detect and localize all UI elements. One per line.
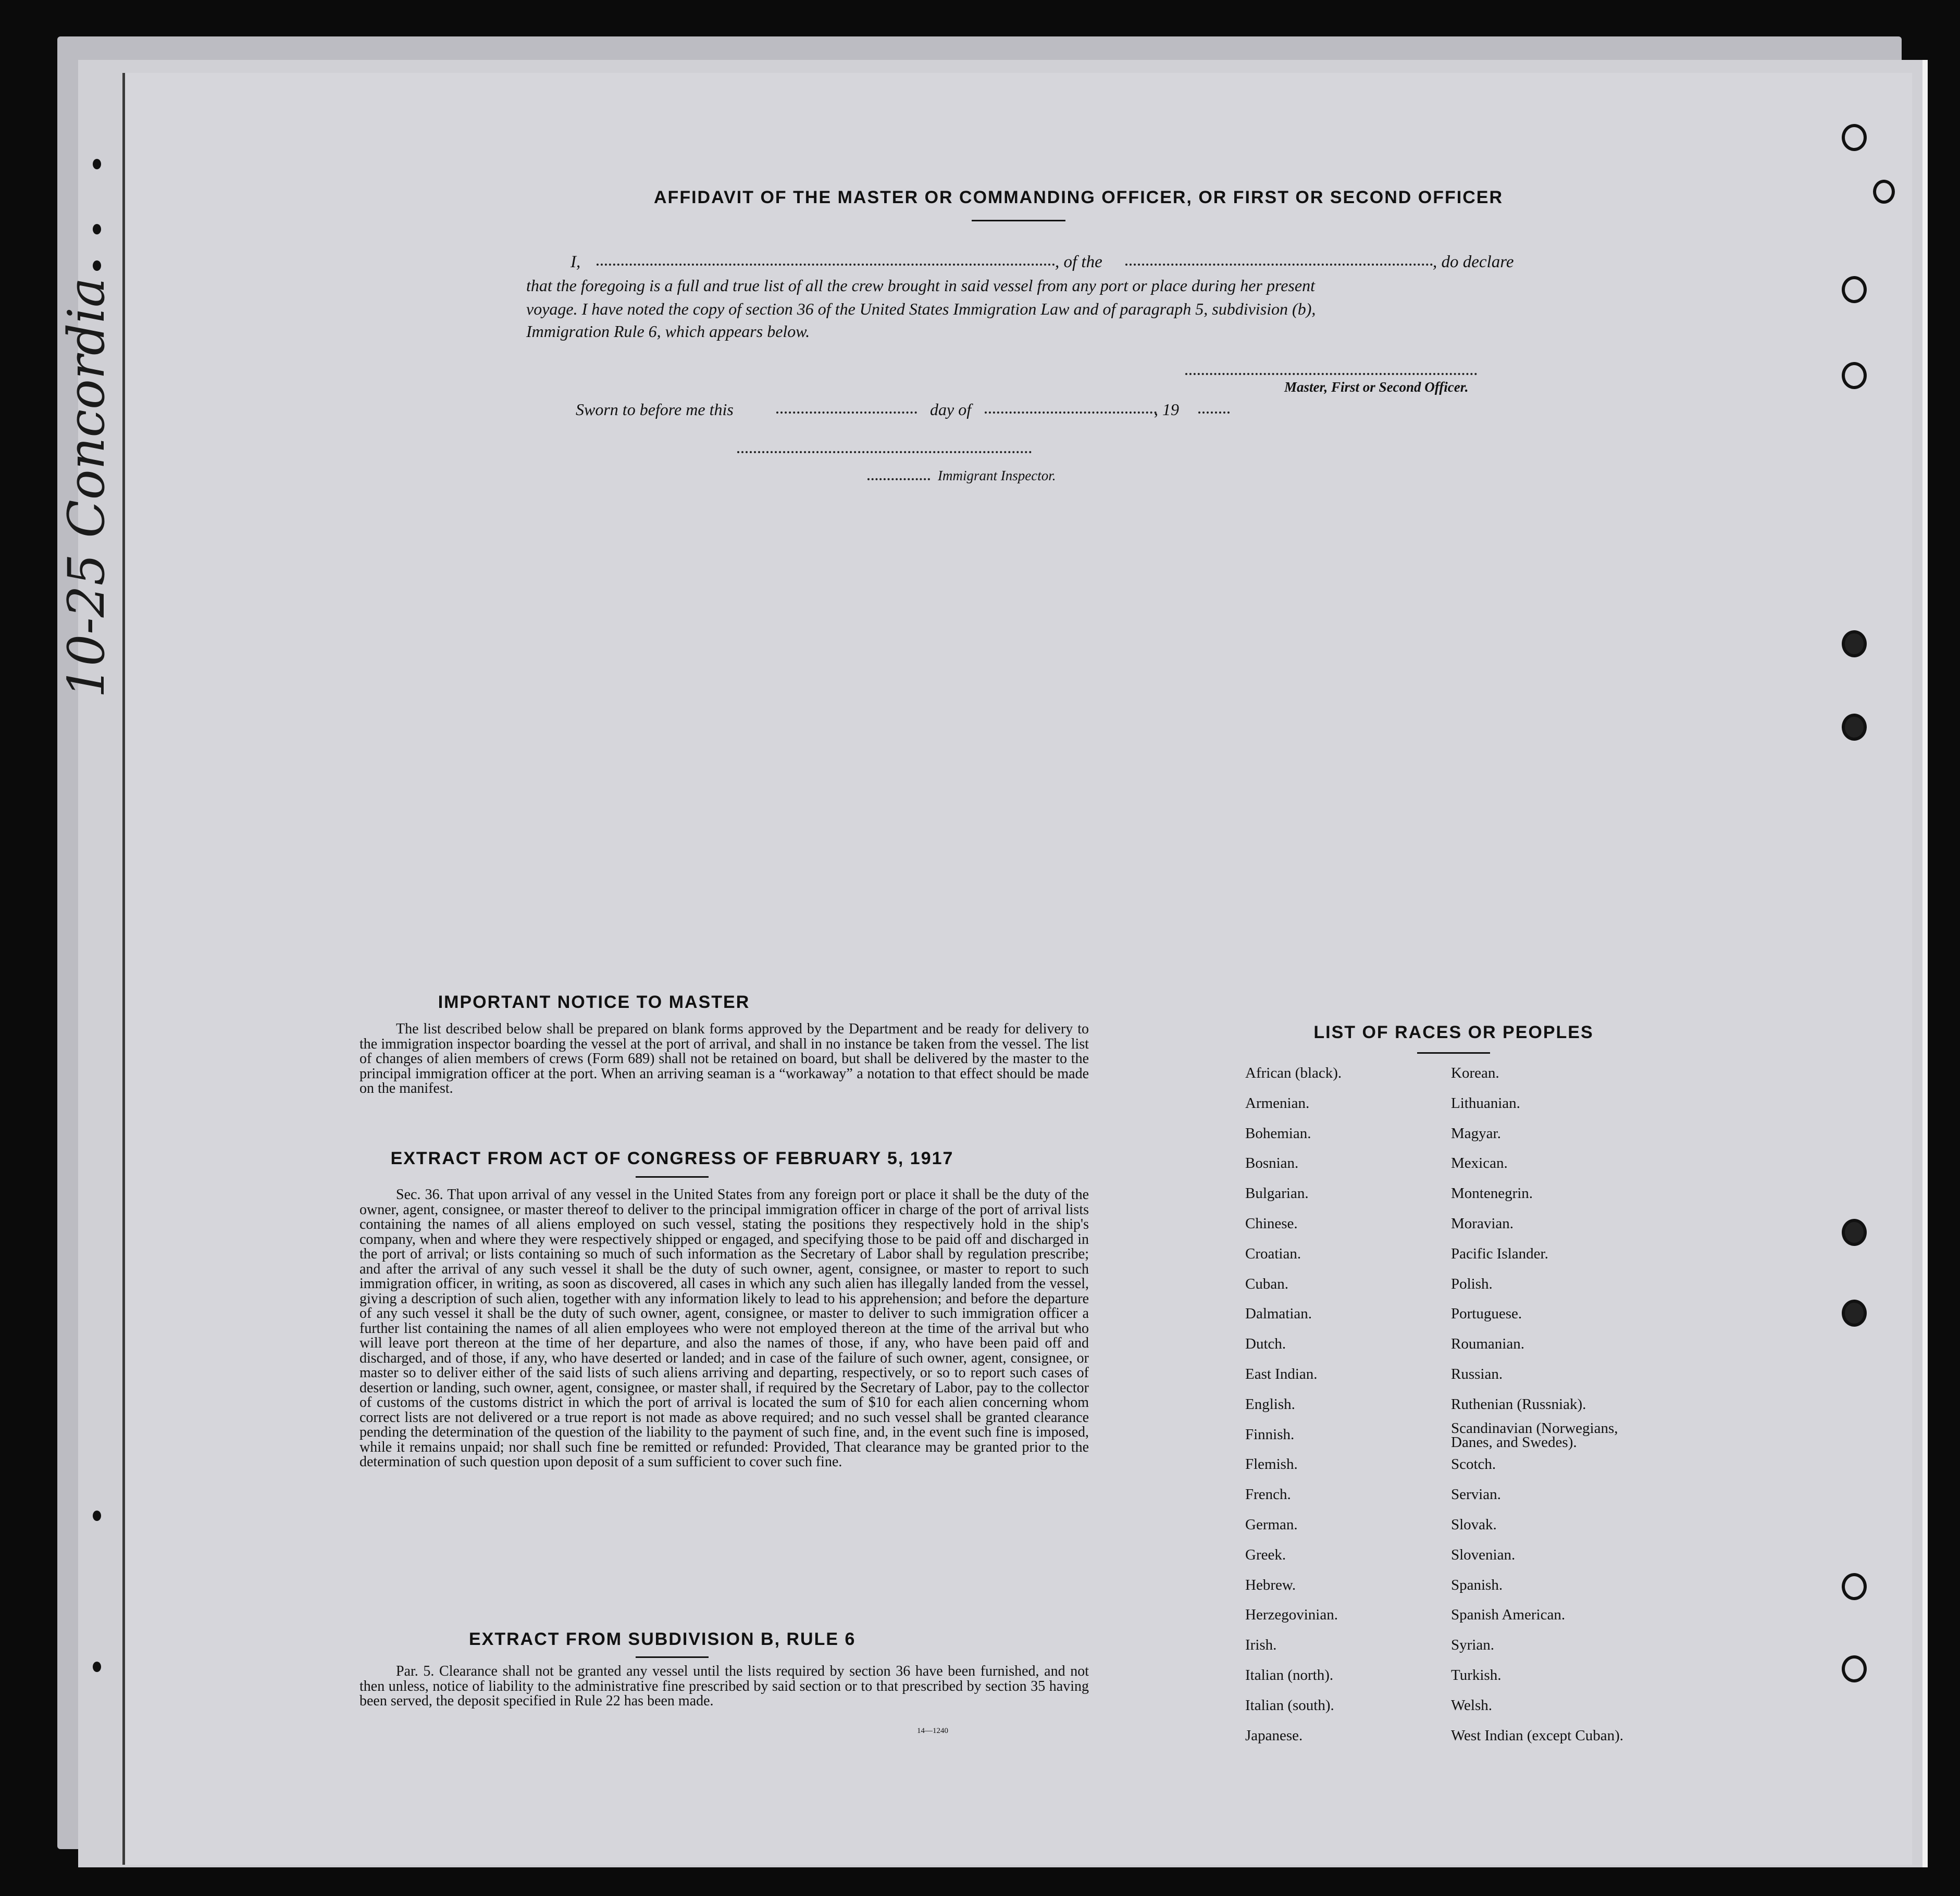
- handwritten-note: 10-25 Concordia: [57, 277, 116, 698]
- race-item: Irish.: [1245, 1637, 1277, 1654]
- inspector-signature-field[interactable]: [737, 451, 1032, 453]
- ring-hole: [1873, 180, 1895, 204]
- rule-extract-text: Par. 5. Clearance shall not be granted any vessel until the lists required by section 36 have been furnished, and not then unless, notice of liability to the administrative fine prescribed by said section or to that prescribed by section 35 having been served, the deposit specified in Rule 22 has been made.: [359, 1663, 1089, 1709]
- race-item: Dalmatian.: [1245, 1305, 1312, 1323]
- ring-hole: [1842, 1219, 1867, 1246]
- act-extract-text: Sec. 36. That upon arrival of any vessel in the United States from any foreign port or place it shall be the duty of the owner, agent, consignee, or master thereof to deliver to the principal immigration officer in charge of the port of arrival lists containing the names of all aliens employed on such vessel, stating the positions they respectively hold in the ship's company, when and where they were respectively shipped or engaged, and specifying those to be paid off and discharged in the port of arrival; or lists containing so much of such information as the Secretary of Labor shall by regulation prescribe; and after the arrival of any such vessel it shall be the duty of such owner, agent, consignee, or master to report to such immigration officer, in writing, as soon as discovered, all cases in which any such alien has illegally landed from the vessel, giving a description of such alien, together with any information likely to lead to his apprehension; and before the departure of any such vessel it shall be the duty of such owner, agent, consignee, or master to deliver to such immigration officer a further list containing the names of all alien employees who were not employed thereon at the time of the arrival but who will leave port thereon at the time of her departure, and also the names of those, if any, who have been paid off and discharged, and of those, if any, who have deserted or landed; and in case of the failure of such owner, agent, consignee, or master so to deliver either of the said lists of such aliens arriving and departing, respectively, or so to report such cases of desertion or landing, such owner, agent, consignee, or master shall, if required by the Secretary of Labor, pay to the collector of customs of the customs district in which the port of arrival is located the sum of $10 for each alien concerning whom correct lists are not delivered or a true report is not made as above required; and no such vessel shall be granted clearance pending the determination of the question of the liability to the payment of such fine, and, in the event such fine is imposed, while it remains unpaid; nor shall such fine be remitted or refunded: Provided, That clearance may be granted prior to the determination of such question upon deposit of a sum sufficient to cover such fine.: [359, 1187, 1089, 1470]
- race-item: Roumanian.: [1451, 1336, 1524, 1353]
- race-item: Ruthenian (Russniak).: [1451, 1395, 1586, 1413]
- race-item: Armenian.: [1245, 1094, 1310, 1112]
- race-item: Spanish.: [1451, 1576, 1503, 1593]
- race-item: East Indian.: [1245, 1366, 1318, 1382]
- race-item: Servian.: [1451, 1486, 1501, 1503]
- rule-extract-rule: [636, 1656, 709, 1658]
- race-item: Chinese.: [1245, 1215, 1298, 1232]
- binding-hole: [93, 1662, 101, 1672]
- race-item: Cuban.: [1245, 1275, 1288, 1292]
- race-item: Polish.: [1451, 1275, 1493, 1292]
- race-item: Portuguese.: [1451, 1305, 1522, 1323]
- rule-extract-title: EXTRACT FROM SUBDIVISION B, RULE 6: [469, 1629, 856, 1649]
- act-extract-title: EXTRACT FROM ACT OF CONGRESS OF FEBRUARY 5, 1917: [390, 1149, 954, 1168]
- race-item: Korean.: [1451, 1065, 1499, 1081]
- race-item: Magyar.: [1451, 1125, 1501, 1142]
- race-item: Flemish.: [1245, 1456, 1298, 1473]
- affidavit-line1-of-the: , of the: [1055, 253, 1102, 271]
- notice-title: IMPORTANT NOTICE TO MASTER: [438, 992, 750, 1012]
- race-item: Herzegovinian.: [1245, 1606, 1338, 1624]
- race-item: Italian (north).: [1245, 1667, 1334, 1683]
- master-signature-label: Master, First or Second Officer.: [1284, 379, 1469, 395]
- sworn-month-field[interactable]: [985, 411, 1157, 414]
- act-extract-rule: [636, 1176, 709, 1178]
- race-item: Italian (south).: [1245, 1697, 1334, 1714]
- affidavit-line1-i: I,: [570, 253, 581, 271]
- ring-hole: [1842, 630, 1867, 657]
- form-number: 14—1240: [917, 1727, 948, 1735]
- race-item: Lithuanian.: [1451, 1094, 1520, 1112]
- race-item: Spanish American.: [1451, 1606, 1566, 1624]
- race-item: Scandinavian (Norwegians, Danes, and Swedes).: [1451, 1419, 1618, 1451]
- race-item: West Indian (except Cuban).: [1451, 1727, 1624, 1744]
- race-item: Bohemian.: [1245, 1125, 1311, 1142]
- inspector-label: Immigrant Inspector.: [938, 468, 1056, 483]
- ring-hole: [1842, 362, 1867, 389]
- race-item: Russian.: [1451, 1366, 1503, 1382]
- ring-hole: [1842, 1300, 1867, 1327]
- race-item: Finnish.: [1245, 1426, 1295, 1443]
- race-item: Slovak.: [1451, 1516, 1497, 1533]
- affidavit-title-rule: [972, 220, 1065, 221]
- race-item: English.: [1245, 1395, 1295, 1413]
- race-item: Montenegrin.: [1451, 1185, 1533, 1202]
- binder-rings: [1842, 0, 1873, 1896]
- master-signature-field[interactable]: [1185, 373, 1477, 375]
- master-name-field[interactable]: [597, 264, 1055, 266]
- race-item: Slovenian.: [1451, 1546, 1516, 1563]
- races-title-rule: [1417, 1052, 1490, 1054]
- race-item: Croatian.: [1245, 1245, 1301, 1262]
- race-item: French.: [1245, 1486, 1291, 1503]
- race-item: Turkish.: [1451, 1667, 1502, 1683]
- affidavit-line1-declare: , do declare: [1433, 253, 1514, 271]
- affidavit-line3: voyage. I have noted the copy of section 36 of the United States Immigration Law and of paragraph 5, subdivision (b),: [526, 300, 1316, 318]
- form-page: [122, 73, 1912, 1865]
- sworn-prefix: Sworn to before me this: [576, 400, 734, 419]
- binding-hole: [93, 260, 101, 271]
- sworn-year-field[interactable]: [1198, 411, 1230, 414]
- race-item: Hebrew.: [1245, 1576, 1296, 1593]
- race-item: German.: [1245, 1516, 1298, 1533]
- race-item: Bulgarian.: [1245, 1185, 1309, 1202]
- race-item: African (black).: [1245, 1065, 1342, 1081]
- affidavit-title: AFFIDAVIT OF THE MASTER OR COMMANDING OFFICER, OR FIRST OR SECOND OFFICER: [654, 188, 1503, 207]
- binding-hole: [93, 159, 101, 169]
- races-title: LIST OF RACES OR PEOPLES: [1313, 1022, 1594, 1042]
- ring-hole: [1842, 1655, 1867, 1682]
- race-item: Mexican.: [1451, 1155, 1508, 1172]
- binding-hole: [93, 224, 101, 234]
- race-item: Dutch.: [1245, 1336, 1286, 1353]
- race-item: Pacific Islander.: [1451, 1245, 1548, 1262]
- race-item: Japanese.: [1245, 1727, 1303, 1744]
- ring-hole: [1842, 714, 1867, 741]
- ring-hole: [1842, 276, 1867, 303]
- race-item: Greek.: [1245, 1546, 1286, 1563]
- race-item: Bosnian.: [1245, 1155, 1299, 1172]
- race-item: Syrian.: [1451, 1637, 1494, 1654]
- race-item: Welsh.: [1451, 1697, 1493, 1714]
- ring-hole: [1842, 1573, 1867, 1600]
- sworn-year: , 19: [1154, 400, 1179, 419]
- race-item: Scotch.: [1451, 1456, 1496, 1473]
- race-item: Moravian.: [1451, 1215, 1514, 1232]
- vessel-name-field[interactable]: [1125, 264, 1433, 266]
- ring-hole: [1842, 124, 1867, 151]
- sworn-day-field-line: [776, 411, 917, 414]
- affidavit-line2: that the foregoing is a full and true list of all the crew brought in said vessel from any port or place during her present: [526, 276, 1315, 295]
- binding-hole: [93, 1511, 101, 1521]
- affidavit-line4: Immigration Rule 6, which appears below.: [526, 322, 810, 341]
- notice-text: The list described below shall be prepared on blank forms approved by the Department and be ready for delivery to the immigration inspector boarding the vessel at the port of arrival, and shall in no instance be taken from the vessel. The list of changes of alien members of crews (Form 689) shall not be retained on board, but shall be delivered by the master to the principal immigration officer at the port. When an arriving seaman is a “workaway” a notation to that effect should be made on the manifest.: [359, 1021, 1089, 1096]
- sworn-day-of: day of: [930, 400, 972, 419]
- inspector-prefix-field: [867, 478, 930, 480]
